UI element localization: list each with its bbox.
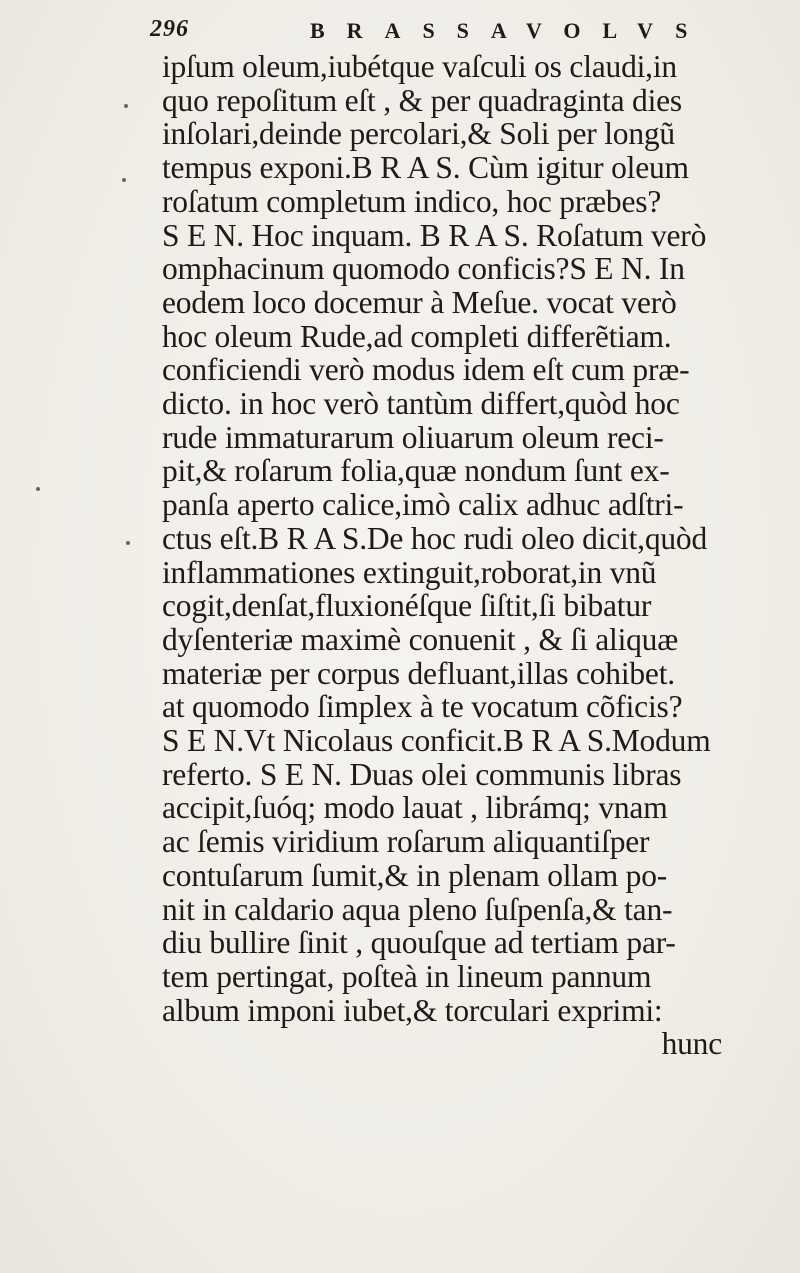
text-line: ctus eſt.B R A S.De hoc rudi oleo dicit,quòd: [162, 520, 708, 556]
text-line: ipſum oleum,iubétque vaſculi os claudi,in: [162, 49, 677, 84]
text-line: quo repoſitum eſt , & per quadraginta dies: [162, 82, 682, 118]
text-line: S E N. Hoc inquam. B R A S. Roſatum verò: [162, 217, 707, 253]
text-line: roſatum completum indico, hoc præbes?: [162, 183, 662, 219]
text-line: omphacinum quomodo conficis?S E N. In: [162, 251, 685, 287]
text-line: at quomodo ſimplex à te vocatum cõficis?: [162, 689, 683, 725]
text-line: cogit,denſat,fluxionéſque ſiſtit,ſi bibatur: [162, 588, 652, 624]
text-line: panſa aperto calice,imò calix adhuc adſtri-: [162, 487, 684, 523]
text-line: referto. S E N. Duas olei communis libras: [162, 756, 682, 792]
text-line: diu bullire ſinit , quouſque ad tertiam par-: [162, 925, 676, 961]
text-line: S E N.Vt Nicolaus conficit.B R A S.Modum: [162, 723, 711, 759]
page-number: 296: [150, 16, 189, 42]
ink-speck: [124, 104, 128, 108]
text-line: materiæ per corpus defluant,illas cohibet.: [162, 655, 675, 691]
text-line: eodem loco docemur à Meſue. vocat verò: [162, 284, 677, 320]
text-line: accipit,ſuóq; modo lauat , librámq; vnam: [162, 790, 668, 826]
body-text: [162, 50, 762, 1061]
text-line: tempus exponi.B R A S. Cùm igitur oleum: [162, 150, 689, 186]
ink-speck: [122, 178, 126, 182]
text-line: album imponi iubet,& torculari exprimi:: [162, 992, 663, 1028]
text-line: dicto. in hoc verò tantùm differt,quòd hoc: [162, 386, 680, 422]
catchword: hunc: [661, 1026, 722, 1062]
text-line: hoc oleum Rude,ad completi differẽtiam.: [162, 318, 672, 354]
text-line: conficiendi verò modus idem eſt cum præ-: [162, 352, 690, 388]
text-line: inflammationes extinguit,roborat,in vnũ: [162, 554, 657, 590]
text-line: rude immaturarum oliuarum oleum reci-: [162, 419, 664, 455]
text-line: tem pertingat, poſteà in lineum pannum: [162, 958, 652, 994]
text-line: pit,& roſarum folia,quæ nondum ſunt ex-: [162, 453, 670, 489]
running-head: BRASSAVOLVS: [310, 18, 710, 43]
page-header: [150, 14, 770, 46]
text-line: inſolari,deinde percolari,& Soli per longũ: [162, 116, 675, 152]
text-line: contuſarum ſumit,& in plenam ollam po-: [162, 857, 668, 893]
ink-speck: [126, 541, 130, 545]
ink-speck: [36, 487, 40, 491]
text-line: dyſenteriæ maximè conuenit , & ſi aliquæ: [162, 621, 679, 657]
text-line: nit in caldario aqua pleno ſuſpenſa,& tan-: [162, 891, 673, 927]
text-line: ac ſemis viridium roſarum aliquantiſper: [162, 824, 650, 860]
